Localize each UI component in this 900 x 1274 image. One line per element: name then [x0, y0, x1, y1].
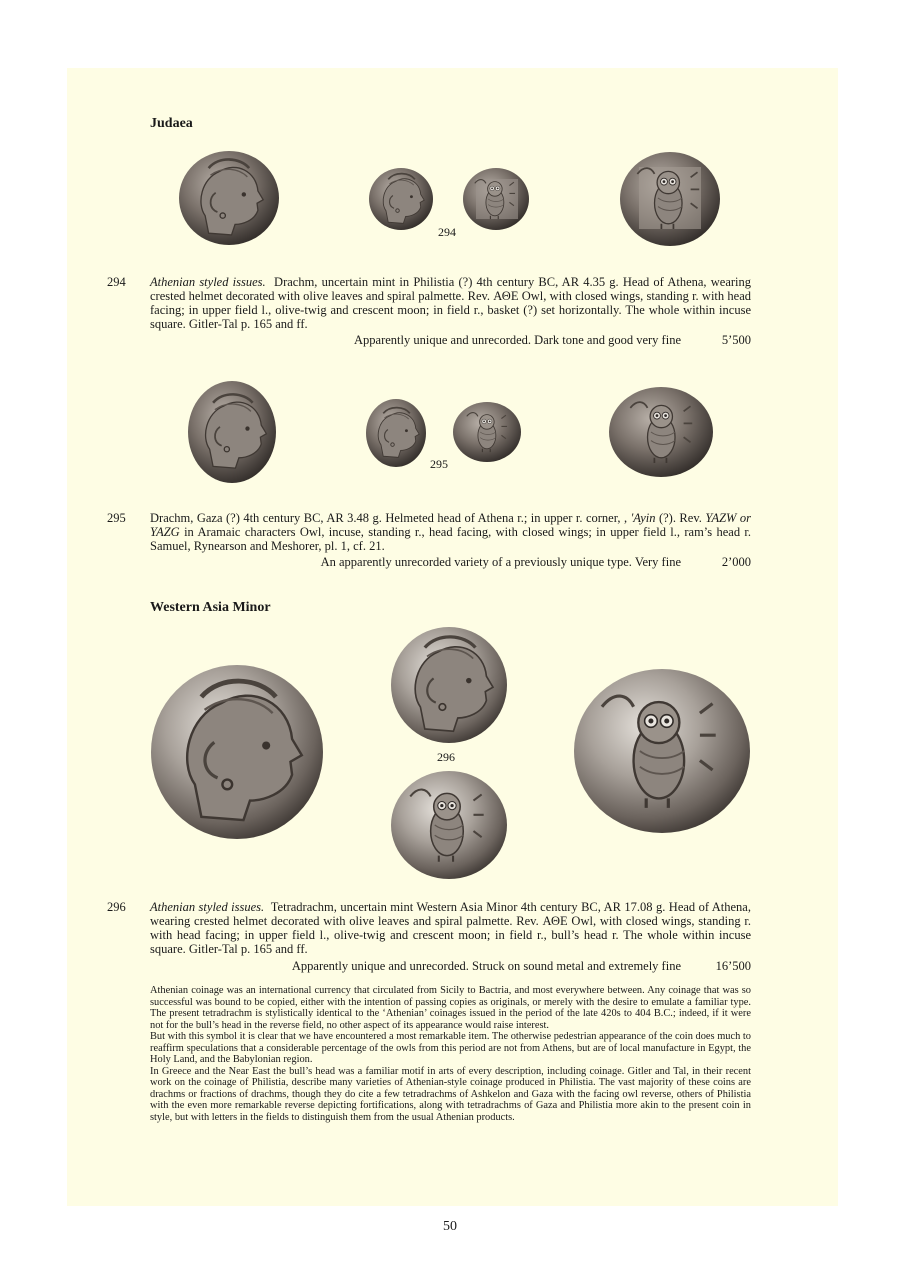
lot-body-296: Tetradrachm, uncertain mint Western Asia Minor 4th century BC, AR 17.08 g. Head of Athena, wearing crested helmet decorated with olive leaves and spiral palmette. Rev. ΑΘΕ Owl, with closed wings, standing r. with head facing; in upper field l., olive-twig and crescent moon; in field r., bull’s head r. The whole within incuse square. Gitler-Tal p. 165 and ff. [150, 900, 751, 956]
essay-paragraph: In Greece and the Near East the bull’s head was a familiar motif in arts of every description, including coinage. Gitler and Tal, in their recent work on the coinage of Philistia, describe many varieties of Athenian-style coinage produced in Philistia. The vast majority of these coins are drachms or fractions of drachms, though they do cite a few tetradrachms of Ashkelon and Gaza with the facing owl reverse, others of Philistia with the even more remarkable reverse depicting fortifications, along with tetradrachms of Gaza and Philistia more akin to the present coin in style, but with letters in the fields to distinguish them from the usual Athenian products. [150, 1065, 751, 1123]
essay-paragraph: Athenian coinage was an international currency that circulated from Sicily to Bactria, and most everywhere between. Any coinage that was so successful was bound to be copied, either with the intention of passing copies as originals, or merely with the desire to emulate a familiar type. The present tetradrachm is stylistically identical to the ‘Athenian’ coinages issued in the period of the late 420s to 404 B.C.; indeed, if it were not for the bull’s head in the reverse field, no other aspect of its appearance would raise interest. [150, 985, 751, 1031]
lot-condition-price-296 [292, 959, 751, 974]
lot-italic-295-a: 'Ayin [630, 511, 656, 525]
section-heading-western-asia-minor: Western Asia Minor [150, 600, 271, 615]
lot-number-294: 294 [107, 275, 126, 289]
coin-294-reverse [462, 167, 530, 231]
plate-number-294: 294 [438, 225, 456, 239]
lot-description-294 [150, 275, 751, 331]
coin-295-obverse-enlarged [187, 380, 277, 484]
coin-295-obverse [365, 398, 427, 468]
coin-296-reverse [390, 770, 508, 880]
lot-condition-296: Apparently unique and unrecorded. Struck on sound metal and extremely fine [291, 959, 681, 973]
coin-296-obverse [390, 626, 508, 744]
plate-number-295: 295 [430, 457, 448, 471]
essay-paragraph: But with this symbol it is clear that we have encountered a most remarkable item. The otherwise pedestrian appearance of the coin does much to reaffirm speculations that a considerable percentage of the owls from this period are not from Athens, but are of local manufacture in Egypt, the Holy Land, and the Babylonian region. [150, 1031, 751, 1065]
lot-number-296: 296 [107, 900, 126, 914]
page-number: 50 [443, 1219, 457, 1234]
coin-296-obverse-enlarged [150, 664, 324, 840]
lot-body-295-c: in Aramaic characters Owl, incuse, standing r., head facing, with closed wings; in upper field l., ram’s head r. Samuel, Rynearson and Meshorer, pl. 1, cf. 21. [150, 525, 752, 553]
lot-body-295-a: Drachm, Gaza (?) 4th century BC, AR 3.48 g. Helmeted head of Athena r.; in upper r. corner, , [150, 511, 628, 525]
coin-295-reverse-enlarged [608, 386, 714, 478]
coin-294-obverse-enlarged [178, 150, 280, 246]
lot-condition-294: Apparently unique and unrecorded. Dark tone and good very fine [354, 333, 681, 347]
lot-price-294: 5’500 [721, 333, 751, 347]
coin-294-reverse-enlarged [619, 151, 721, 247]
lot-price-296: 16’500 [715, 959, 751, 973]
plate-number-296: 296 [437, 750, 455, 764]
lot-description-296 [150, 900, 751, 956]
section-heading-judaea: Judaea [150, 116, 193, 131]
lot-condition-price-295 [321, 555, 751, 570]
lot-lead-296: Athenian styled issues. [150, 900, 265, 914]
lot-description-295 [150, 511, 751, 553]
coin-296-reverse-enlarged [573, 668, 751, 834]
lot-lead-294: Athenian styled issues. [150, 275, 266, 289]
coin-294-obverse [368, 167, 434, 231]
lot-body-295-b: (?). Rev. [658, 511, 702, 525]
lot-italic-295-b: YAZW or YAZG [150, 511, 752, 539]
commentary-essay [150, 985, 751, 1123]
lot-number-295: 295 [107, 511, 126, 525]
lot-condition-price-294 [354, 333, 751, 348]
lot-price-295: 2’000 [721, 555, 751, 569]
lot-condition-295: An apparently unrecorded variety of a previously unique type. Very fine [320, 555, 681, 569]
lot-body-294: Drachm, uncertain mint in Philistia (?) 4th century BC, AR 4.35 g. Head of Athena, wearing crested helmet decorated with olive leaves and spiral palmette. Rev. ΑΘΕ Owl, with closed wings, standing r. with head facing; in upper field l., olive-twig and crescent moon; in field r., basket (?) set horizontally. The whole within incuse square. Gitler-Tal p. 165 and ff. [150, 275, 752, 331]
coin-295-reverse [452, 401, 522, 463]
